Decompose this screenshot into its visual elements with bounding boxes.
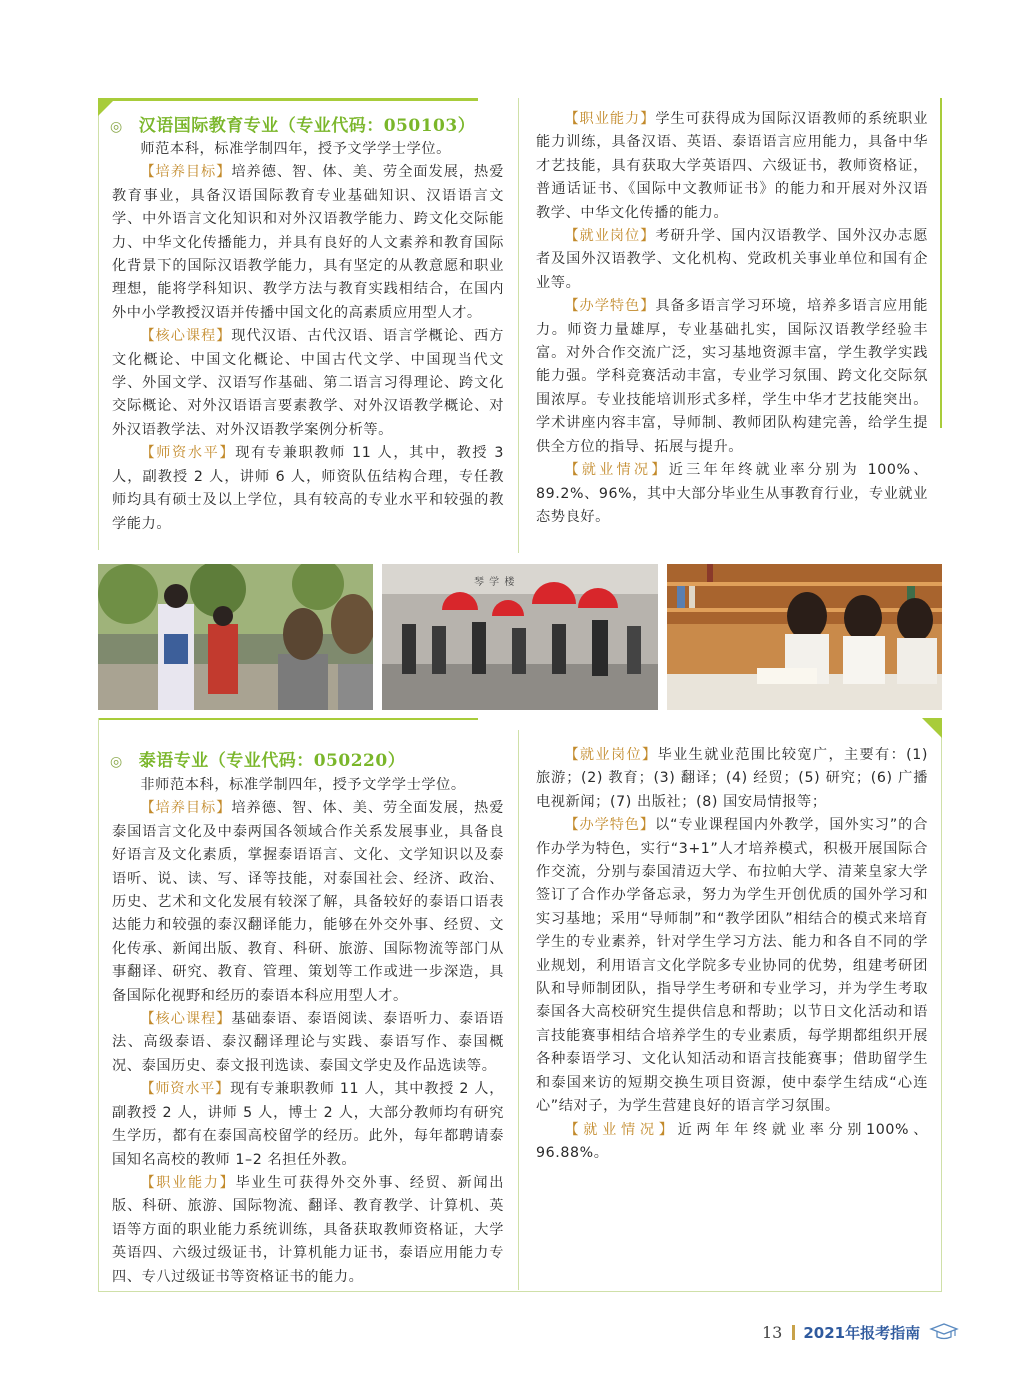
column-divider-1 bbox=[518, 98, 519, 553]
frame-right-2 bbox=[941, 718, 942, 1292]
section2-goal: 【培养目标】培养德、智、体、美、劳全面发展，热爱泰国语言文化及中泰两国各领域合作关系发展事业，具备良好语言及文化素质，掌握泰语语言、文化、文学知识以及泰语听、说、读、写、译等技能，对泰国社会、经济、政治、历史、艺术和文化发展有较深了解，具备较好的泰语口语表达能力和较强的泰汉翻译能力，能够在外交外事、经贸、文化传承、新闻出版、教育、科研、旅游、国际物流等部门从事翻译、研究、教育、管理、策划等工作或进一步深造，具备国际化视野和经历的泰语本科应用型人才。 bbox=[112, 800, 504, 1004]
frame-left-2 bbox=[98, 718, 99, 1292]
guide-title: 2021年报考指南 bbox=[803, 1324, 921, 1342]
section2-jobs: 【就业岗位】毕业生就业范围比较宽广，主要有：(1) 旅游；(2) 教育；(3) 翻译；(4) 经贸；(5) 研究；(6) 广播电视新闻；(7) 出版社；(8) 国安局情报等； bbox=[536, 747, 929, 810]
section1-features: 【办学特色】具备多语言学习环境，培养多语言应用能力。师资力量雄厚，专业基础扎实，国际汉语教学经验丰富。对外合作交流广泛，实习基地资源丰富，学生教学实践能力强。学科竞赛活动丰富，专业学习氛围、跨文化交际氛围浓厚。专业技能培训形式多样，学生中华才艺技能突出。学术讲座内容丰富，导师制、教师团队构建完善，给学生提供全方位的指导、拓展与提升。 bbox=[536, 298, 928, 455]
corner-triangle-2 bbox=[922, 718, 942, 738]
section1-faculty: 【师资水平】现有专兼职教师 11 人，其中，教授 3 人，副教授 2 人，讲师 6 人，师资队伍结构合理，专任教师均具有硕士及以上学位，具有较高的专业水平和较强的教学能力。 bbox=[112, 445, 504, 532]
photo-hanfu-statues bbox=[98, 564, 373, 710]
section1-jobs: 【就业岗位】考研升学、国内汉语教学、国外汉办志愿者及国外汉语教学、文化机构、党政机关事业单位和国有企业等。 bbox=[536, 228, 928, 291]
section2-features: 【办学特色】以“专业课程国内外教学，国外实习”的合作办学为特色，实行“3+1”人才培养模式，积极开展国际合作交流，分别与泰国清迈大学、布拉帕大学、清莱皇家大学签订了合作办学备忘录，努力为学生开创优质的国外学习和实习基地；采用“导师制”和“教学团队”相结合的模式来培育学生的专业素养，针对学生学习方法、能力和各自不同的学业规划，利用语言文化学院多专业协同的优势，组建考研团队和导师制团队，指导学生考研和专业学习，并为学生考取泰国各大高校研究生提供信息和帮助；以节日文化活动和语言技能赛事相结合培养学生的专业素质，每学期都组织开展各种泰语学习、文化认知活动和语言技能赛事；借助留学生和泰国来访的短期交换生项目资源，使中泰学生结成“心连心”结对子，为学生营建良好的语言学习氛围。 bbox=[536, 817, 928, 1115]
photo-library-reading bbox=[667, 564, 942, 710]
section2-employment: 【就业情况】近两年年终就业率分别100%、96.88%。 bbox=[536, 1121, 928, 1161]
frame-top-1 bbox=[98, 98, 478, 101]
frame-bottom-2 bbox=[98, 1291, 942, 1292]
section1-goal: 【培养目标】培养德、智、体、美、劳全面发展，热爱教育事业，具备汉语国际教育专业基础知识、汉语语言文学、中外语言文化知识和对外汉语教学能力、跨文化交际能力、中华文化传播能力，并具有良好的人文素养和教育国际化背景下的国际汉语教学能力，具有坚定的从教意愿和职业理想，能将学科知识、教学方法与教育实践相结合，在国内外中小学教授汉语并传播中国文化的高素质应用型人才。 bbox=[112, 164, 504, 321]
photo-building-sign: 琴 学 楼 bbox=[474, 577, 516, 588]
page-footer bbox=[762, 1322, 959, 1343]
section2-intro: 非师范本科，标准学制四年，授予文学学士学位。 bbox=[140, 777, 466, 793]
photo-hanfu-statues-graphic bbox=[98, 564, 373, 710]
section1-courses: 【核心课程】现代汉语、古代汉语、语言学概论、西方文化概论、中国文化概论、中国古代文学、中国现当代文学、外国文学、汉语写作基础、第二语言习得理论、跨文化交际概论、对外汉语语言要素教学、对外汉语教学概论、对外汉语教学法、对外汉语教学案例分析等。 bbox=[112, 328, 504, 438]
section1-title: ◎ 汉语国际教育专业（专业代码：050103） bbox=[110, 116, 476, 136]
section2-courses: 【核心课程】基础泰语、泰语阅读、泰语听力、泰语语法、高级泰语、泰汉翻译理论与实践、泰语写作、泰国概况、泰国历史、泰文报刊选读、泰国文学史及作品选读等。 bbox=[112, 1011, 504, 1074]
section1-employment: 【就业情况】近三年年终就业率分别为 100%、89.2%、96%，其中大部分毕业生从事教育行业，专业就业态势良好。 bbox=[536, 462, 928, 525]
photo-fan-dance bbox=[382, 564, 658, 710]
frame-right-1 bbox=[940, 98, 942, 428]
section1-ability: 【职业能力】学生可获得成为国际汉语教师的系统职业能力训练，具备汉语、英语、泰语语言应用能力，具备中华才艺技能，具有获取大学英语四、六级证书，教师资格证，普通话证书、《国际中文教师证书》的能力和开展对外汉语教学、中华文化传播的能力。 bbox=[536, 111, 928, 221]
column-divider-2 bbox=[518, 730, 519, 1290]
bullet-circle-icon: ◎ bbox=[110, 119, 123, 135]
frame-left-1 bbox=[98, 98, 99, 550]
section2-faculty: 【师资水平】现有专兼职教师 11 人，其中教授 2 人，副教授 2 人，讲师 5 人，博士 2 人，大部分教师均有研究生学历，都有在泰国高校留学的经历。此外，每年都聘请泰国知名高校的教师 1–2 名担任外教。 bbox=[112, 1081, 504, 1168]
page-number: 13 bbox=[762, 1323, 783, 1342]
bullet-circle-icon: ◎ bbox=[110, 754, 123, 770]
section2-left-column bbox=[112, 774, 504, 1289]
section1-left-column bbox=[112, 138, 504, 536]
frame-top-2 bbox=[98, 718, 478, 720]
photo-fan-dance-graphic bbox=[382, 564, 658, 710]
section1-intro: 师范本科，标准学制四年，授予文学学士学位。 bbox=[140, 141, 451, 157]
section2-ability: 【职业能力】毕业生可获得外交外事、经贸、新闻出版、科研、旅游、国际物流、翻译、教育教学、计算机、英语等方面的职业能力系统训练，具备获取教师资格证，大学英语四、六级过级证书，计算机能力证书，泰语应用能力专四、专八过级证书等资格证书的能力。 bbox=[112, 1174, 504, 1285]
section2-title: ◎ 泰语专业（专业代码：050220） bbox=[110, 751, 406, 771]
footer-separator bbox=[792, 1325, 795, 1340]
section1-right-column bbox=[536, 108, 928, 529]
graduation-cap-icon bbox=[929, 1322, 959, 1342]
photo-library-reading-graphic bbox=[667, 564, 942, 710]
section2-right-column bbox=[536, 744, 928, 1165]
